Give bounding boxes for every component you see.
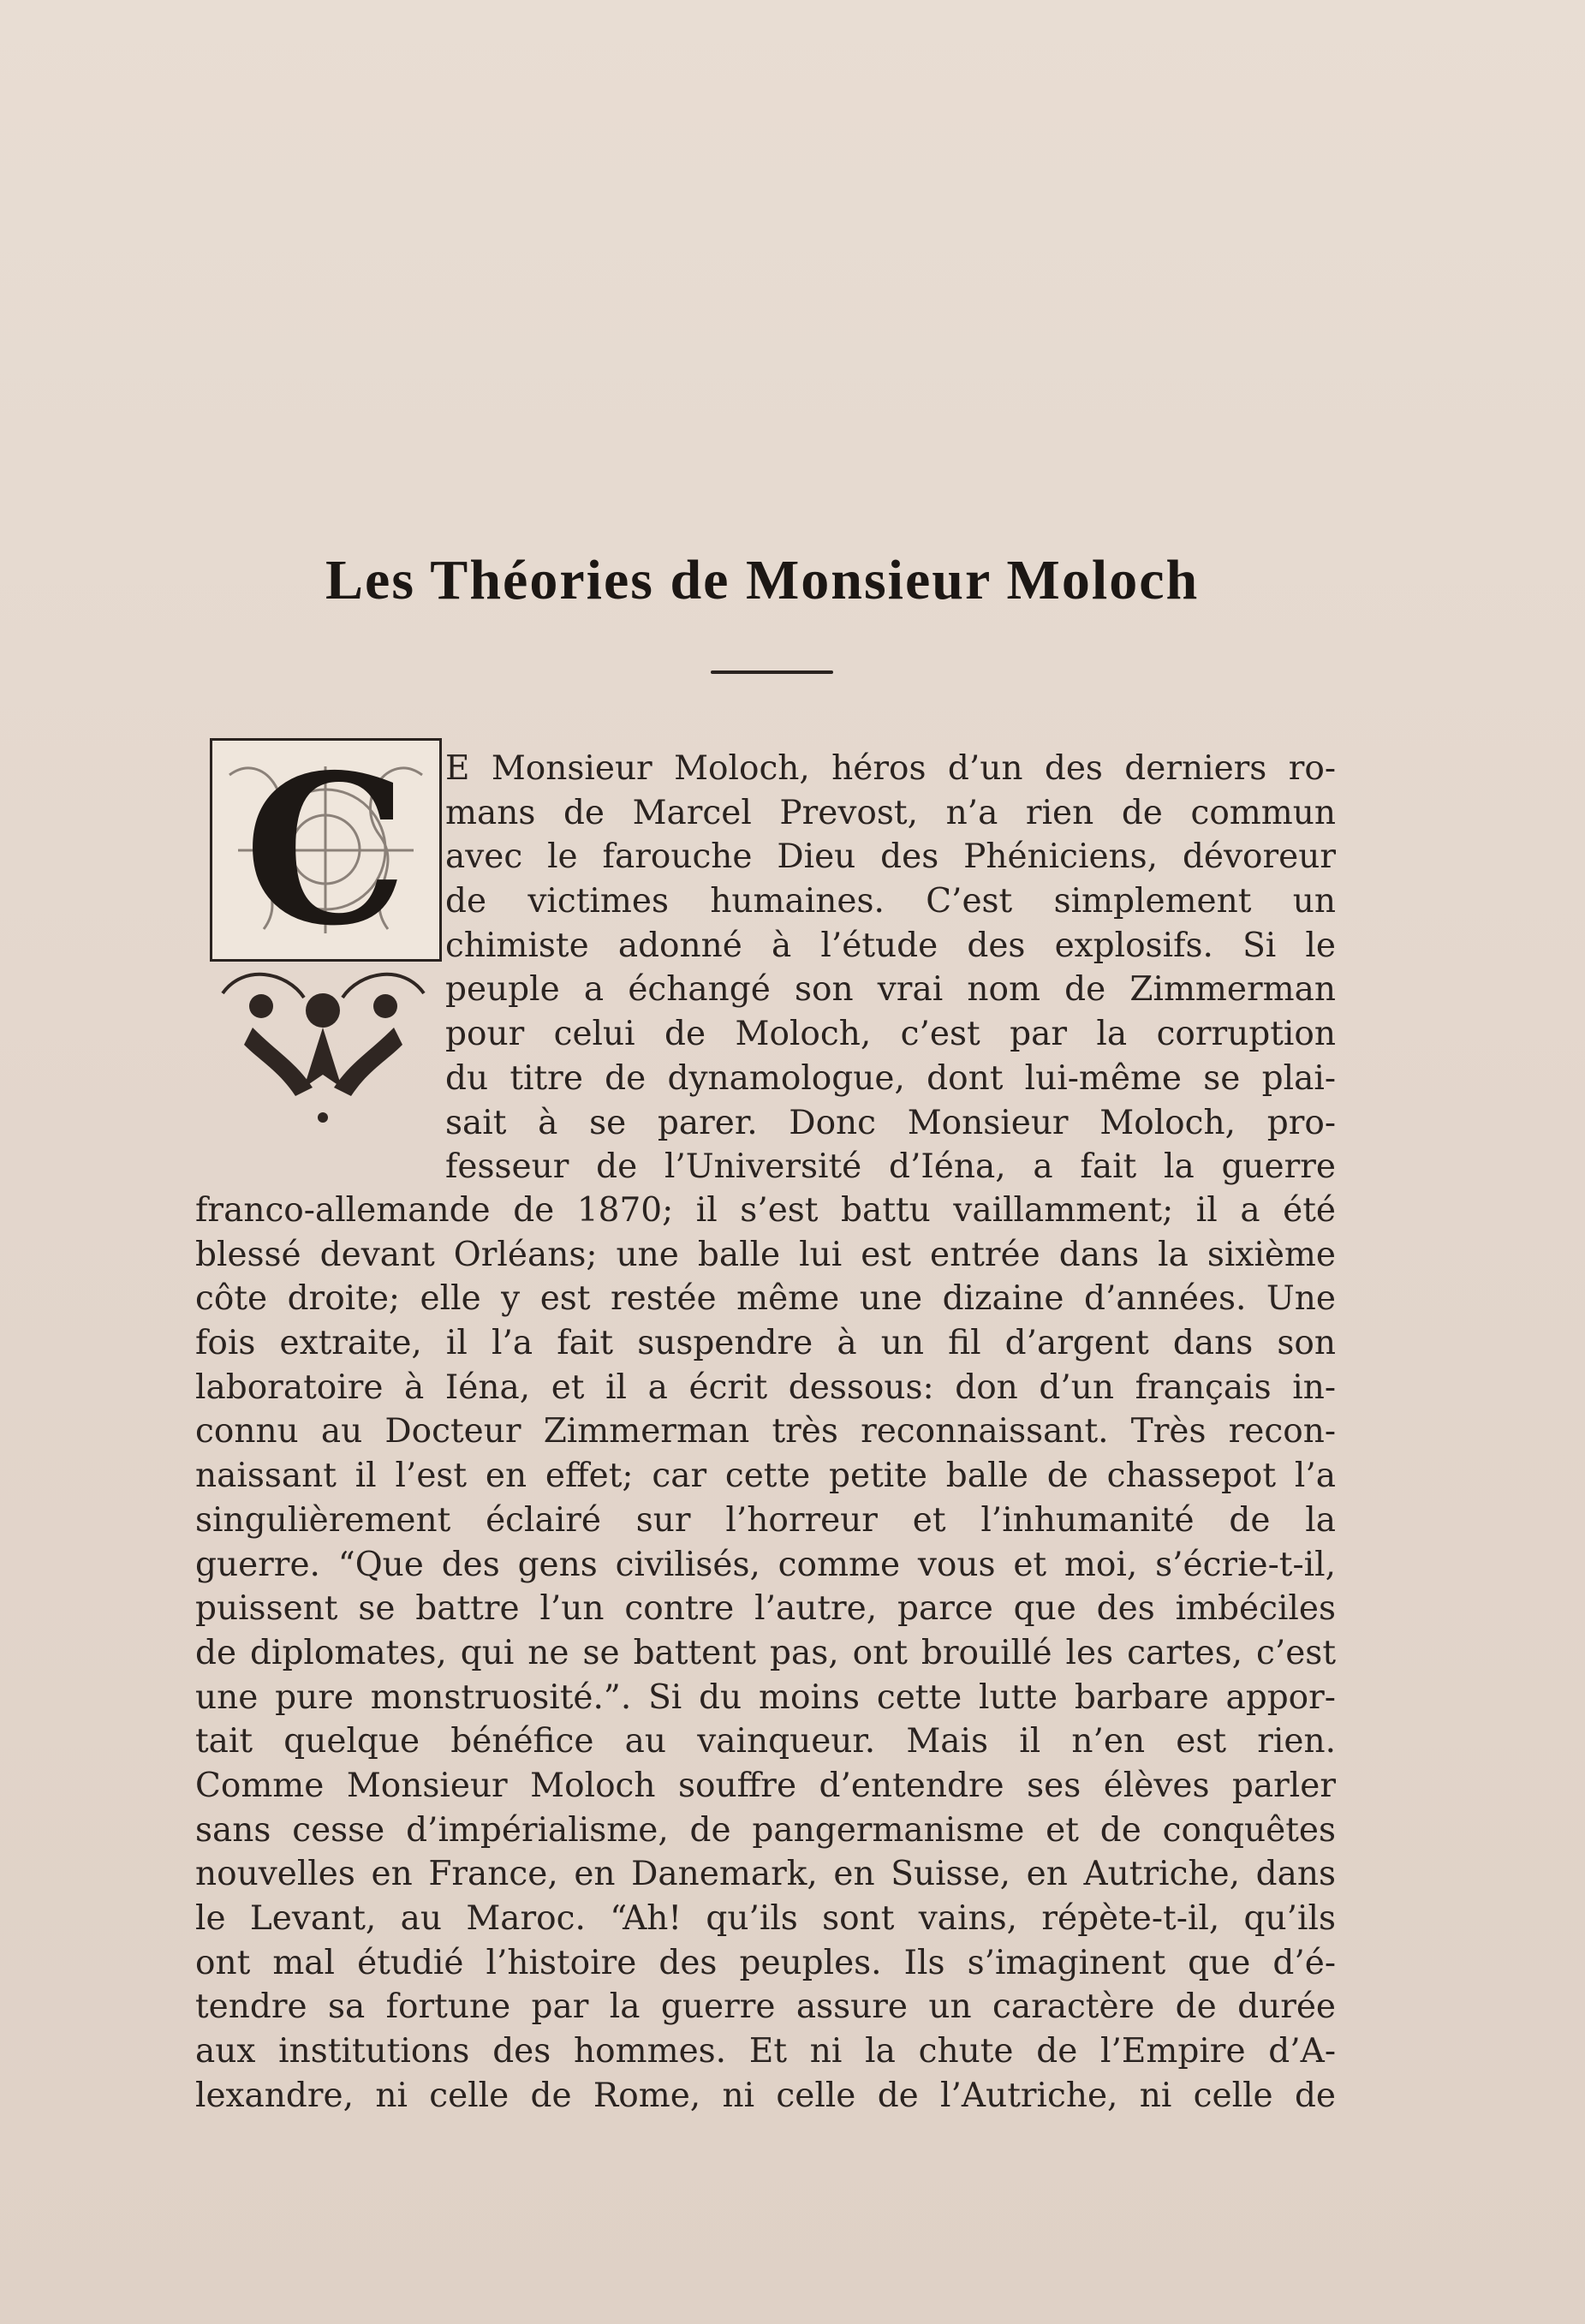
paragraph-line: peuple a échangé son vrai nom de Zimmerman (445, 970, 1336, 1010)
paragraph-line: mans de Marcel Prevost, n’a rien de commun (445, 793, 1336, 832)
paragraph-line: sans cesse d’impérialisme, de pangermanisme et de conquêtes (195, 1810, 1336, 1850)
paragraph-line: de victimes humaines. C’est simplement un (445, 882, 1336, 921)
paragraph-line: avec le farouche Dieu des Phéniciens, dévoreur (445, 837, 1336, 877)
paragraph-line: aux institutions des hommes. Et ni la chute de l’Empire d’A- (195, 2032, 1336, 2071)
paragraph-line: blessé devant Orléans; une balle lui est entrée dans la sixième (195, 1235, 1336, 1274)
paragraph-line: de diplomates, qui ne se battent pas, ont brouillé les cartes, c’est (195, 1633, 1336, 1672)
drop-cap-letter: C (243, 729, 408, 971)
paragraph-line: une pure monstruosité.”. Si du moins cette lutte barbare appor- (195, 1677, 1336, 1717)
paragraph-line: Comme Monsieur Moloch souffre d’entendre ses élèves parler (195, 1766, 1336, 1805)
paragraph-line: naissant il l’est en effet; car cette petite balle de chassepot l’a (195, 1457, 1336, 1496)
paragraph-line: ont mal étudié l’histoire des peuples. Ils s’imaginent que d’é- (195, 1943, 1336, 1982)
paragraph-line: pour celui de Moloch, c’est par la corruption (445, 1015, 1336, 1054)
paragraph-line: connu au Docteur Zimmerman très reconnaissant. Très recon- (195, 1412, 1336, 1451)
paragraph-line: chimiste adonné à l’étude des explosifs. Si le (445, 926, 1336, 965)
paragraph-line: côte droite; elle y est restée même une dizaine d’années. Une (195, 1279, 1336, 1319)
chapter-title: Les Théories de Monsieur Moloch (325, 549, 1200, 611)
paragraph-line: fois extraite, il l’a fait suspendre à un fil d’argent dans son (195, 1324, 1336, 1363)
paragraph-wide-block (195, 1189, 1336, 2118)
paragraph-line: tendre sa fortune par la guerre assure un caractère de durée (195, 1987, 1336, 2027)
paragraph-line: sait à se parer. Donc Monsieur Moloch, pro- (445, 1103, 1336, 1142)
paragraph-line: tait quelque bénéfice au vainqueur. Mais il n’en est rien. (195, 1722, 1336, 1761)
paragraph-line: du titre de dynamologue, dont lui-même se plai- (445, 1058, 1336, 1098)
paragraph-line: puissent se battre l’un contre l’autre, parce que des imbéciles (195, 1589, 1336, 1629)
paragraph-line: le Levant, au Maroc. “Ah! qu’ils sont vains, répète-t-il, qu’ils (195, 1899, 1336, 1938)
paragraph-line: fesseur de l’Université d’Iéna, a fait la guerre (445, 1147, 1336, 1187)
paragraph-line: singulièrement éclairé sur l’horreur et l’inhumanité de la (195, 1500, 1336, 1540)
title-divider (711, 670, 833, 674)
paragraph-line: guerre. “Que des gens civilisés, comme vous et moi, s’écrie-t-il, (195, 1545, 1336, 1584)
paragraph-line: nouvelles en France, en Danemark, en Suisse, en Autriche, dans (195, 1855, 1336, 1894)
paragraph-line: laboratoire à Iéna, et il a écrit dessous: don d’un français in- (195, 1368, 1336, 1407)
paragraph-narrow-block (445, 747, 1336, 1189)
paragraph-line: E Monsieur Moloch, héros d’un des derniers ro- (445, 749, 1336, 788)
floral-ornament (210, 959, 437, 1130)
drop-cap (210, 729, 442, 971)
paragraph-line: franco-allemande de 1870; il s’est battu vaillamment; il a été (195, 1191, 1336, 1230)
paragraph-line: lexandre, ni celle de Rome, ni celle de l’Autriche, ni celle de (195, 2076, 1336, 2115)
